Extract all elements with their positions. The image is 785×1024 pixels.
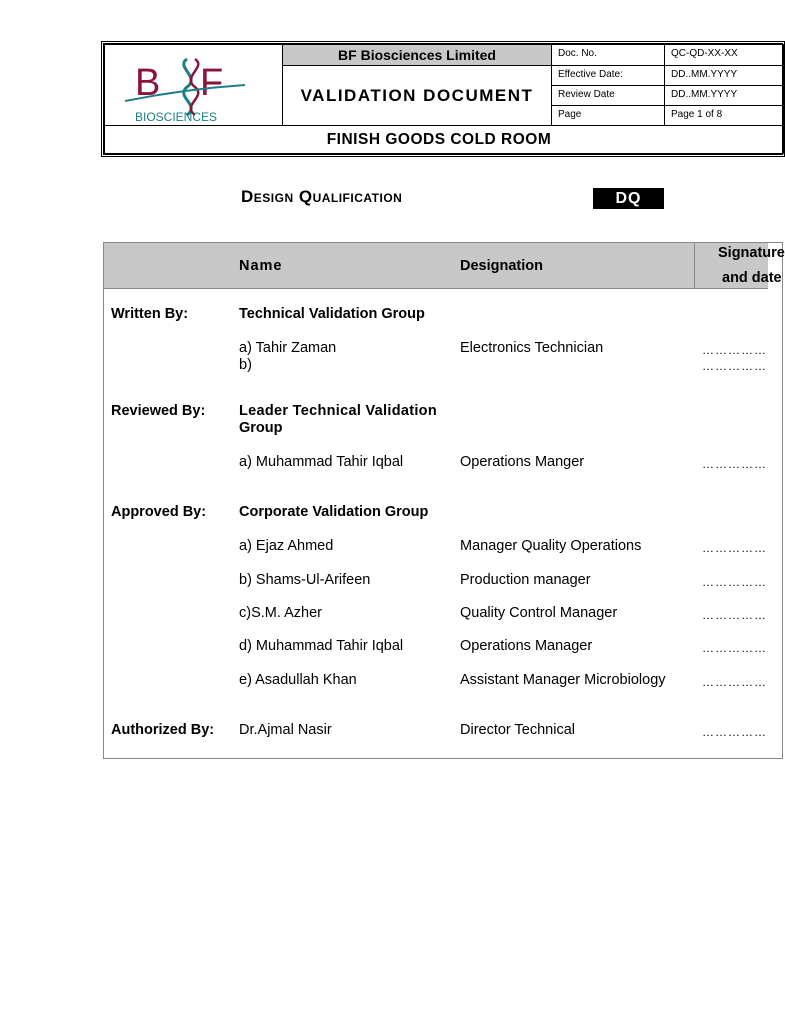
reviewed-by-label: Reviewed By: [111,403,206,419]
meta-value-doc-no: QC-QD-XX-XX [664,44,784,66]
approved-by-designation-c: Quality Control Manager [460,605,618,621]
company-name: BF Biosciences Limited [282,44,552,66]
signature-line: …………… [702,675,767,689]
logo-helix-strand-2 [191,59,199,115]
authorized-by-name: Dr.Ajmal Nasir [239,722,332,738]
document-subject: FINISH GOODS COLD ROOM [104,125,784,154]
logo-cell [104,44,283,126]
approved-by-name-e: e) Asadullah Khan [239,672,357,688]
approved-by-designation-e: Assistant Manager Microbiology [460,672,666,688]
approved-by-name-a: a) Ejaz Ahmed [239,538,334,554]
approved-by-name-b: b) Shams-Ul-Arifeen [239,572,371,588]
meta-label-page: Page [551,105,665,126]
document-type: VALIDATION DOCUMENT [282,65,552,126]
authorized-by-label: Authorized By: [111,722,215,738]
logo-subtitle: BIOSCIENCES [135,110,218,124]
section-badge: DQ [593,188,664,209]
reviewed-by-group-line2: Group [239,420,283,436]
meta-value-page: Page 1 of 8 [664,105,784,126]
written-by-name-b: b) [239,357,252,373]
approved-by-label: Approved By: [111,504,207,520]
approved-by-name-d: d) Muhammad Tahir Iqbal [239,638,404,654]
approval-table [103,242,783,759]
meta-label-doc-no: Doc. No. [551,44,665,66]
company-logo [105,45,282,125]
written-by-group: Technical Validation Group [239,306,425,322]
signature-line: …………… [702,541,767,555]
header-signature: Signature [718,245,785,261]
meta-label-effective-date: Effective Date: [551,65,665,86]
approved-by-designation-d: Operations Manager [460,638,593,654]
signature-line: …………… [702,575,767,589]
header-signature-date: and date [722,270,782,286]
signature-line: …………… [702,359,767,373]
logo-letter-f: F [200,62,224,104]
document-header [103,43,783,155]
authorized-by-designation: Director Technical [460,722,575,738]
table-header-row [104,243,768,289]
reviewed-by-name-a: a) Muhammad Tahir Iqbal [239,454,404,470]
reviewed-by-designation-a: Operations Manger [460,454,585,470]
section-title: Design Qualification [241,187,403,206]
approved-by-designation-b: Production manager [460,572,591,588]
signature-line: …………… [702,641,767,655]
reviewed-by-group: Leader Technical Validation [239,403,438,419]
meta-value-review-date: DD..MM.YYYY [664,85,784,106]
signature-line: …………… [702,608,767,622]
written-by-designation-a: Electronics Technician [460,340,604,356]
header-divider [694,243,695,288]
header-designation: Designation [460,258,543,274]
approved-by-designation-a: Manager Quality Operations [460,538,642,554]
signature-line: …………… [702,725,767,739]
signature-line: …………… [702,343,767,357]
header-name: Name [239,258,283,274]
written-by-name-a: a) Tahir Zaman [239,340,337,356]
signature-line: …………… [702,457,767,471]
meta-label-review-date: Review Date [551,85,665,106]
written-by-label: Written By: [111,306,189,322]
approved-by-group: Corporate Validation Group [239,504,429,520]
approved-by-name-c: c)S.M. Azher [239,605,322,621]
logo-letter-b: B [135,62,161,104]
meta-value-effective-date: DD..MM.YYYY [664,65,784,86]
